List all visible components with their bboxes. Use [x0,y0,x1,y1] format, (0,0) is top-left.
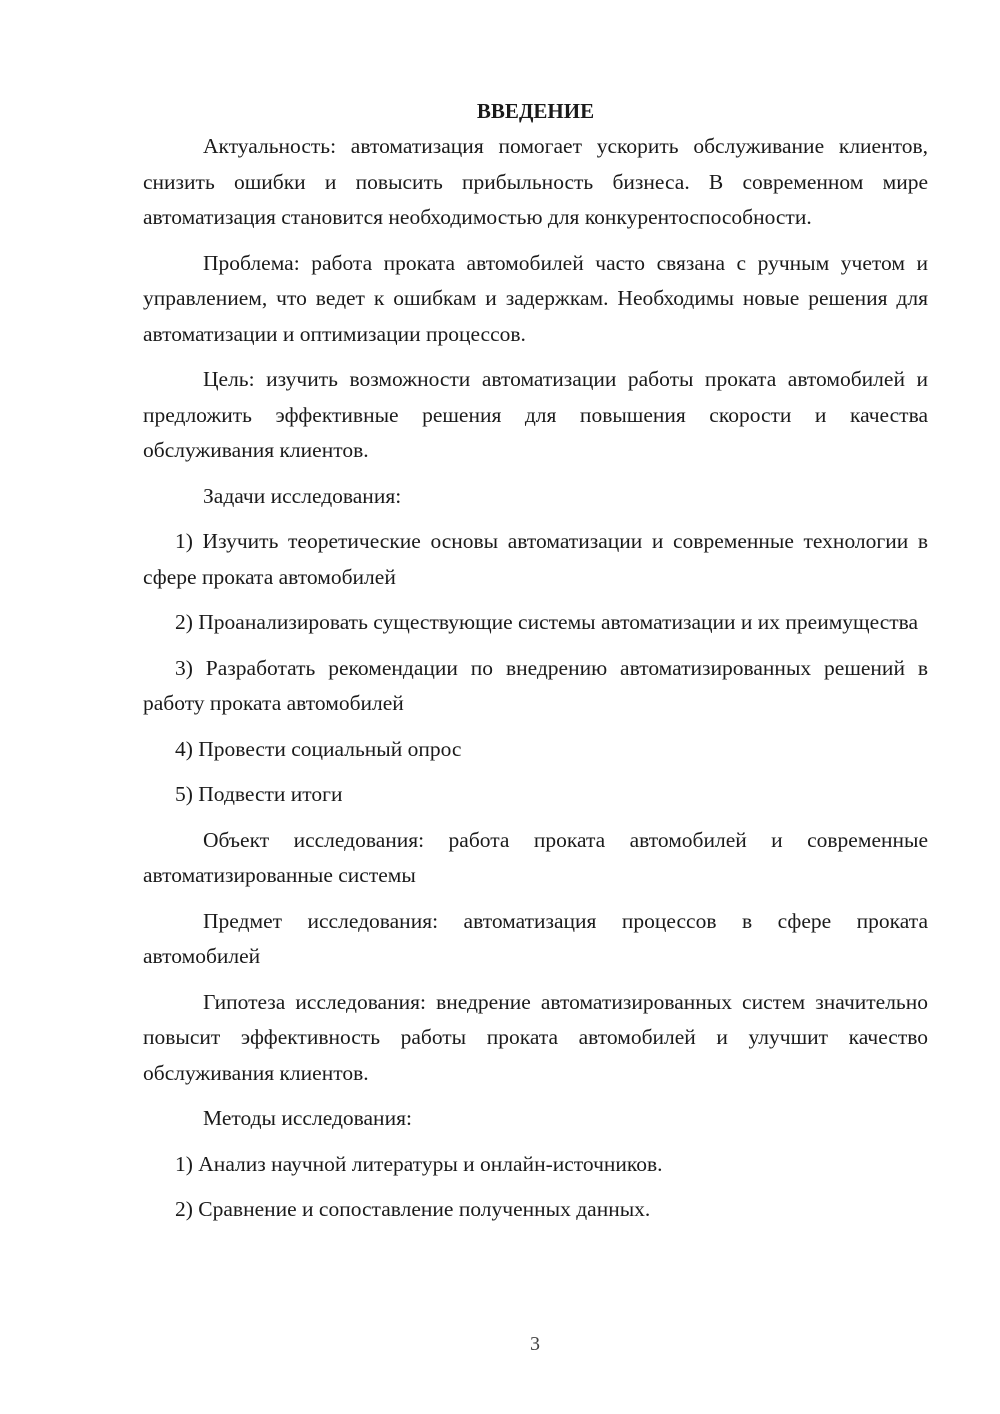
tasks-heading: Задачи исследования: [203,483,402,508]
task-item-3: 3) Разработать рекомендации по внедрению автоматизированных решений в работу проката автомобилей [143,655,928,715]
methods-heading: Методы исследования: [203,1106,412,1130]
task-item-5: 5) Подвести итоги [175,782,343,806]
paragraph-problem: Проблема: работа проката автомобилей часто связана с ручным учетом и управлением, что ведет к ошибкам и задержкам. Необходимы новые решения для автоматизации и оптимизации процессов. [143,250,928,346]
page-title: ВВЕДЕНИЕ [476,99,595,123]
paragraph-subject: Предмет исследования: автоматизация процессов в сфере проката автомобилей [143,908,928,968]
task-item-2: 2) Проанализировать существующие системы автоматизации и их преимущества [175,610,919,634]
paragraph-relevance: Актуальность: автоматизация помогает ускорить обслуживание клиентов, снизить ошибки и повысить прибыльность бизнеса. В современном мире автоматизация становится необходимостью для конкурентоспособности. [143,134,928,229]
paragraph-object: Объект исследования: работа проката автомобилей и современные автоматизированные системы [143,827,928,887]
document-page [143,94,928,1238]
paragraph-hypothesis: Гипотеза исследования: внедрение автоматизированных систем значительно повысит эффективность работы проката автомобилей и улучшит качество обслуживания клиентов. [143,989,928,1085]
paragraph-goal: Цель: изучить возможности автоматизации работы проката автомобилей и предложить эффективные решения для повышения скорости и качества обслуживания клиентов. [143,367,928,462]
method-item-2: 2) Сравнение и сопоставление полученных данных. [175,1197,651,1221]
page-number: 3 [530,1333,540,1355]
method-item-1: 1) Анализ научной литературы и онлайн-источников. [175,1151,663,1176]
task-item-1: 1) Изучить теоретические основы автоматизации и современные технологии в сфере проката автомобилей [143,529,928,589]
task-item-4: 4) Провести социальный опрос [175,736,462,761]
